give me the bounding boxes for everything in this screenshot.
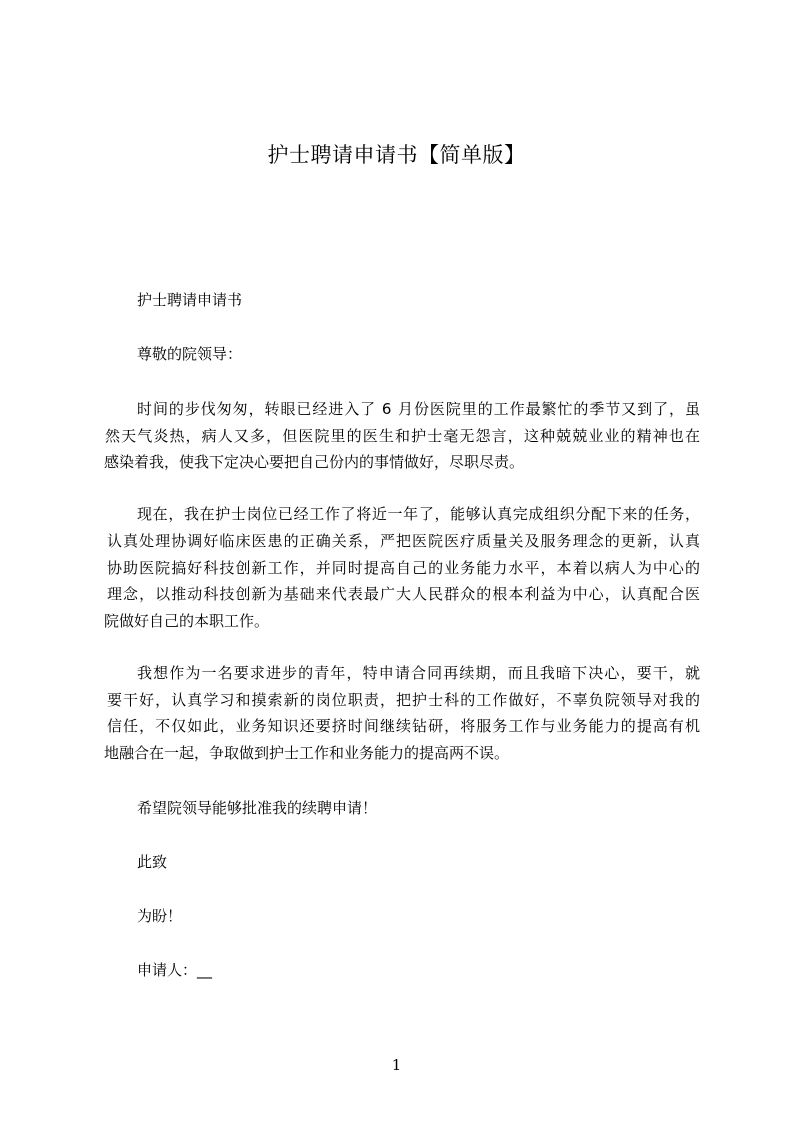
paragraph-line: 要干好，认真学习和摸索新的岗位职责，把护士科的工作做好，不辜负院领导对我的 [107,691,702,709]
regards-line: 为盼！ [137,907,183,925]
paragraph-line: 感染着我，使我下定决心要把自己份内的事情做好，尽职尽责。 [104,453,525,471]
paragraph-line: 我想作为一名要求进步的青年，特申请合同再续期，而且我暗下决心，要干，就 [137,664,702,682]
paragraph-line: 地融合在一起，争取做到护士工作和业务能力的提高两不误。 [104,744,510,762]
applicant-line: 申请人：__ [137,961,213,979]
page-number: 1 [391,1056,402,1074]
document-title: 护士聘请申请书【简单版】 [267,143,526,167]
salutation: 尊敬的院领导： [137,345,243,363]
paragraph-line: 时间的步伐匆匆，转眼已经进入了 6 月份医院里的工作最繁忙的季节又到了，虽 [137,400,701,418]
paragraph-line: 协助医院搞好科技创新工作，并同时提高自己的业务能力水平，本着以病人为中心的 [107,559,702,577]
paragraph-line: 信任，不仅如此，业务知识还要挤时间继续钻研，将服务工作与业务能力的提高有机 [107,717,702,735]
paragraph-line: 认真处理协调好临床医患的正确关系，严把医院医疗质量关及服务理念的更新，认真 [107,532,702,550]
paragraph-line: 理念，以推动科技创新为基础来代表最广大人民群众的根本利益为中心，认真配合医 [107,585,702,603]
closing-line: 此致 [137,853,168,871]
paragraph-line: 现在，我在护士岗位已经工作了将近一年了，能够认真完成组织分配下来的任务， [137,505,701,523]
paragraph-line: 然天气炎热，病人又多，但医院里的医生和护士毫无怨言，这种兢兢业业的精神也在 [105,427,702,445]
paragraph-line: 院做好自己的本职工作。 [104,612,270,630]
letter-heading: 护士聘请申请书 [137,291,243,309]
hope-line: 希望院领导能够批准我的续聘申请！ [137,799,378,817]
